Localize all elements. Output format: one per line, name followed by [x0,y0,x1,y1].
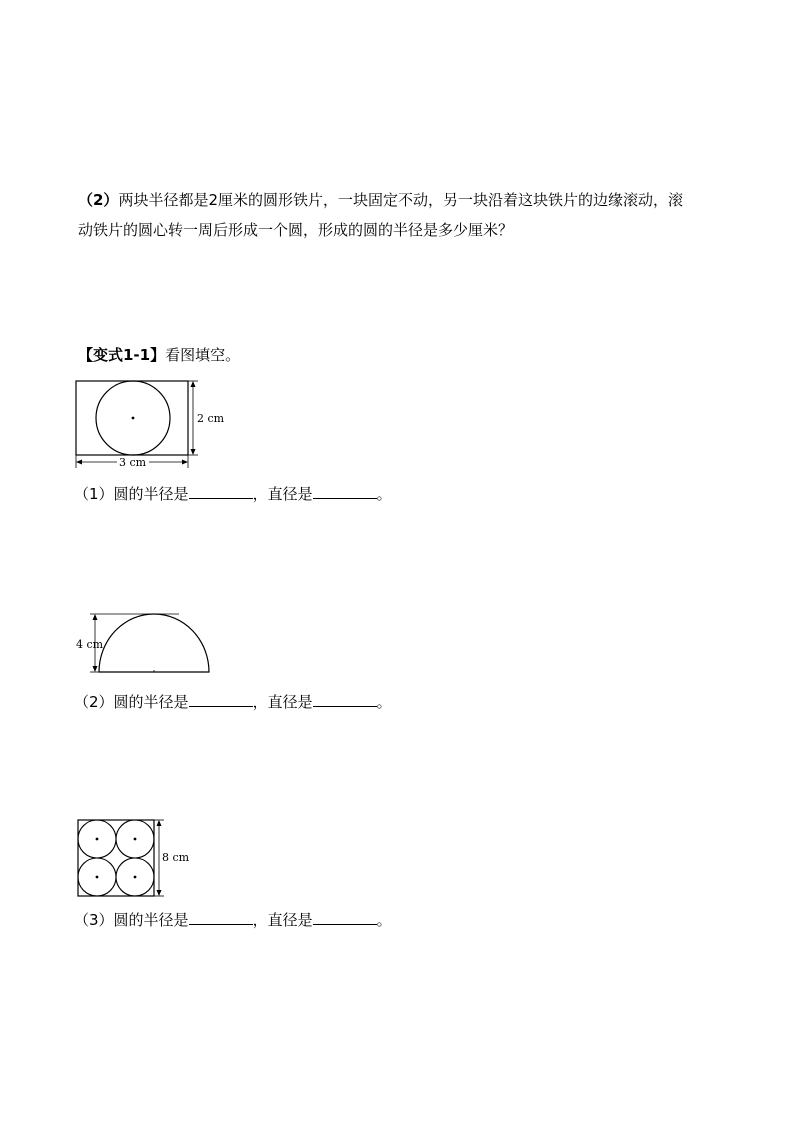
diameter-answer-blank[interactable] [313,484,377,499]
question-2 [74,692,392,712]
center-dot [132,417,135,420]
diameter-prompt: 直径是 [267,485,313,503]
problem-text: 两块半径都是2厘米的圆形铁片，一块固定不动，另一块沿着这块铁片的边缘滚动，滚 [118,191,683,209]
diameter-prompt: 直径是 [267,693,313,711]
comma: ， [252,911,268,929]
question-number: （1） [74,485,114,503]
radius-prompt: 圆的半径是 [113,693,189,711]
figure-semicircle [74,608,214,680]
diameter-prompt: 直径是 [267,911,313,929]
height-label: 4 cm [76,638,104,651]
height-label: 2 cm [197,412,224,425]
radius-answer-blank[interactable] [189,484,253,499]
question-number: （3） [74,911,114,929]
problem-text: 动铁片的圆心转一周后形成一个圆，形成的圆的半径是多少厘米？ [78,221,514,239]
figure-square-four-circles [74,816,189,900]
period: 。 [376,693,392,711]
figure-rectangle-circle [74,376,224,470]
problem-number: （2） [78,191,119,209]
radius-prompt: 圆的半径是 [113,911,189,929]
radius-answer-blank[interactable] [189,910,253,925]
semicircle-shape [99,614,209,672]
radius-prompt: 圆的半径是 [113,485,189,503]
question-1 [74,484,392,504]
problem-2-line-2 [78,220,513,240]
period: 。 [376,485,392,503]
diameter-answer-blank[interactable] [313,692,377,707]
square-shape [78,820,154,896]
question-3 [74,910,392,930]
width-label: 3 cm [119,456,147,469]
height-label: 8 cm [162,851,189,864]
radius-answer-blank[interactable] [189,692,253,707]
question-number: （2） [74,693,114,711]
variant-label: 【变式1-1】 [78,346,166,364]
variant-instruction: 看图填空。 [165,346,241,364]
comma: ， [252,485,268,503]
diameter-answer-blank[interactable] [313,910,377,925]
comma: ， [252,693,268,711]
problem-2-line-1 [78,190,683,210]
period: 。 [376,911,392,929]
variant-heading [78,345,240,365]
